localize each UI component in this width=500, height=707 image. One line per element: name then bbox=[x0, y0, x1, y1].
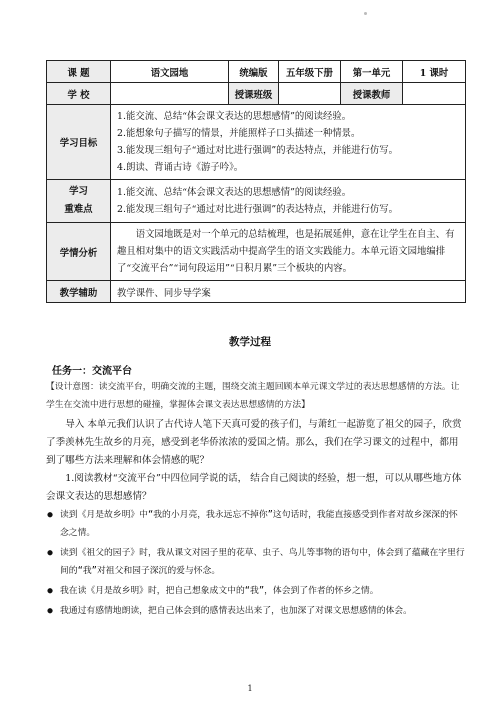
bullet-icon: ● bbox=[47, 606, 53, 616]
class-value bbox=[279, 83, 341, 105]
hours: 1 课时 bbox=[403, 61, 466, 83]
topic-label: 课 题 bbox=[47, 61, 111, 83]
design-intent: 【设计意图：读交流平台，明确交流的主题，围绕交流主题回顾本单元课文学过的表达思想感情的方法。让学生在交流中进行思想的碰撞，掌握体会课文表达思想感情的方法】 bbox=[46, 382, 460, 410]
teacher-value bbox=[403, 83, 466, 105]
goals-label: 学习目标 bbox=[47, 105, 111, 180]
top-dot bbox=[364, 12, 367, 15]
school-label: 学 校 bbox=[47, 83, 111, 105]
table-row bbox=[47, 223, 466, 281]
key-points-label: 学习 重难点 bbox=[47, 180, 111, 223]
task-heading: 任务一：交流平台 bbox=[52, 366, 132, 377]
page-number: 1 bbox=[247, 684, 253, 693]
goal-item: 4.朗读、背诵古诗《游子吟》。 bbox=[117, 162, 244, 173]
list-item: ● 读到《祖父的园子》时，我从课文对园子里的花草、虫子、鸟儿等事物的语句中，体会到了蕴藏在字里行间的“我”对祖父和园子深沉的爱与怀念。 bbox=[46, 544, 466, 580]
key-item: 1.能交流、总结“体会课文表达的思想感情”的阅读经验。 bbox=[117, 187, 352, 198]
lesson-title: 语文园地 bbox=[111, 61, 229, 83]
aids-content: 教学课件、同步导学案 bbox=[111, 281, 466, 303]
goal-item: 1.能交流、总结“体会课文表达的思想感情”的阅读经验。 bbox=[117, 111, 352, 122]
goal-item: 2.能想象句子描写的情景，并能照样子口头描述一种情景。 bbox=[117, 128, 361, 139]
bullet-icon: ● bbox=[47, 510, 53, 520]
analysis-content: 语文园地既是对一个单元的总结梳理，也是拓展延伸，意在让学生在自主、有趣且相对集中的语文实践活动中提高学生的语文实践能力。本单元语文园地编排了“交流平台”“词句段运用”“日积月累”三个板块的内容。 bbox=[111, 223, 466, 281]
aids-label: 教学辅助 bbox=[47, 281, 111, 303]
table-row bbox=[47, 61, 466, 83]
list-item: ● 读到《月是故乡明》中“我的小月亮，我永远忘不掉你”这句话时，我能直接感受到作者对故乡深深的怀念之情。 bbox=[46, 506, 466, 542]
goals-content bbox=[111, 105, 466, 180]
list-item: ● 我通过有感情地朗读，把自己体会到的感情表达出来了，也加深了对课文思想感情的体会。 bbox=[46, 602, 466, 620]
table-row bbox=[47, 83, 466, 105]
bullet-icon: ● bbox=[47, 548, 53, 558]
grade: 五年级下册 bbox=[279, 61, 341, 83]
question-paragraph: 1.阅读教材“交流平台”中四位同学说的话， 结合自己阅读的经验，想一想，可以从哪些地方体会课文表达的思想感情？ bbox=[46, 473, 462, 502]
school-value bbox=[111, 83, 229, 105]
process-title: 教学过程 bbox=[229, 336, 271, 348]
publisher: 统编版 bbox=[229, 61, 279, 83]
table-row bbox=[47, 105, 466, 180]
bullet-icon: ● bbox=[47, 586, 53, 596]
teacher-label: 授课教师 bbox=[341, 83, 403, 105]
table-row bbox=[47, 180, 466, 223]
intro-paragraph: 导入 本单元我们认识了古代诗人笔下天真可爱的孩子们，与萧红一起游览了祖父的园子，欣赏了季羡林先生故乡的月亮，感受到老华侨浓浓的爱国之情。那么，我们在学习课文的过程中，都用到了哪些方法来理解和体会情感的呢？ bbox=[46, 419, 462, 466]
goal-item: 3.能发现三组句子“通过对比进行强调”的表达特点，并能进行仿写。 bbox=[117, 145, 399, 156]
table-row bbox=[47, 281, 466, 303]
analysis-label: 学情分析 bbox=[47, 223, 111, 281]
list-item: ● 我在读《月是故乡明》时，把自己想象成文中的“我”，体会到了作者的怀乡之情。 bbox=[46, 582, 466, 600]
bullet-list bbox=[46, 506, 466, 622]
class-label: 授课班级 bbox=[229, 83, 279, 105]
key-points-content bbox=[111, 180, 466, 223]
lesson-plan-table bbox=[46, 60, 466, 303]
unit: 第一单元 bbox=[341, 61, 403, 83]
key-item: 2.能发现三组句子“通过对比进行强调”的表达特点，并能进行仿写。 bbox=[117, 204, 399, 215]
